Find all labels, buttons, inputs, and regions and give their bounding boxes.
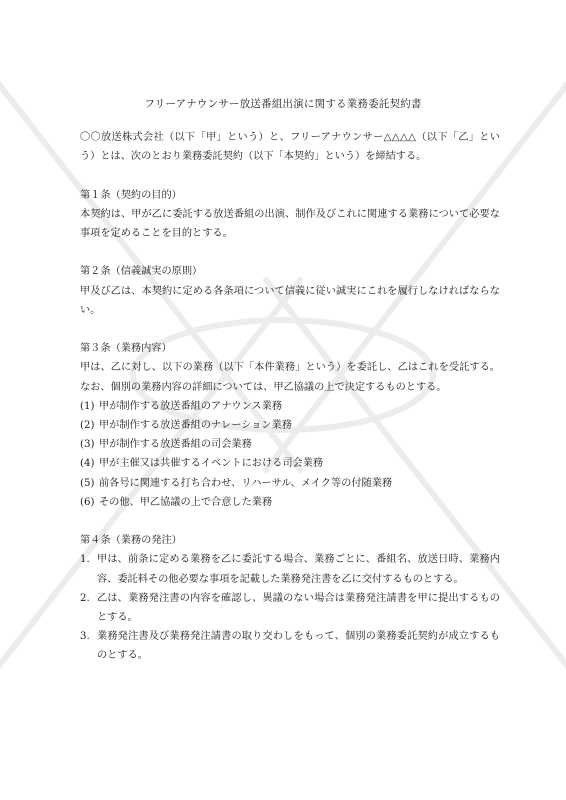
article-item-list: [80, 397, 500, 512]
list-item: [80, 397, 500, 416]
list-item: [80, 474, 500, 493]
article-heading: 第４条（業務の発注）: [80, 535, 182, 547]
list-item: [80, 435, 500, 454]
article-2: [80, 262, 500, 320]
list-text: 甲が制作する放送番組のアナウンス業務: [99, 400, 283, 412]
list-item: [80, 454, 500, 473]
list-item: [80, 550, 500, 588]
list-text: 甲は、前条に定める業務を乙に委託する場合、業務ごとに、番組名、放送日時、業務内容、委託料その他必要な事項を記載した業務発注書を乙に交付するものとする。: [97, 554, 500, 585]
list-item: [80, 493, 500, 512]
document-body: [80, 128, 500, 666]
list-text: 甲が制作する放送番組のナレーション業務: [99, 420, 292, 431]
list-text: 甲が主催又は共催するイベントにおける司会業務: [99, 458, 324, 470]
list-text: 乙は、業務発注書の内容を確認し、異議のない場合は業務発注請書を甲に提出するものとする。: [97, 592, 500, 624]
preamble: 〇〇放送株式会社（以下「甲」という）と、フリーアナウンサー△△△△（以下「乙」という）とは、次のとおり業務委託契約（以下「本契約」という）を締結する。: [80, 132, 500, 163]
article-body: 甲及び乙は、本契約に定める各条項について信義に従い誠実にこれを履行しなければならない。: [80, 285, 500, 316]
article-4: [80, 531, 500, 665]
list-text: 甲が制作する放送番組の司会業務: [99, 439, 252, 451]
list-marker: (3): [80, 439, 95, 451]
article-1: [80, 186, 500, 244]
list-marker: (1): [80, 400, 95, 412]
article-body: 甲は、乙に対し、以下の業務（以下「本件業務」という）を委託し、乙はこれを受託する。なお、個別の業務内容の詳細については、甲乙協議の上で決定するものとする。: [80, 362, 500, 393]
list-marker: (4): [80, 458, 95, 470]
list-text: 業務発注書及び業務発注請書の取り交わしをもって、個別の業務委託契約が成立するものとする。: [97, 631, 500, 662]
list-marker: 2.: [80, 592, 90, 604]
article-3: [80, 339, 500, 512]
list-text: 前各号に関連する打ち合わせ、リハーサル、メイク等の付随業務: [99, 477, 393, 489]
list-item: [80, 416, 500, 435]
list-marker: 1.: [80, 554, 90, 566]
article-heading: 第１条（契約の目的）: [80, 189, 182, 201]
list-marker: 3.: [80, 631, 90, 643]
list-item: [80, 589, 500, 627]
article-item-list: [80, 550, 500, 665]
list-marker: (6): [80, 496, 95, 508]
article-body: 本契約は、甲が乙に委託する放送番組の出演、制作及びこれに関連する業務について必要な事項を定めることを目的とする。: [80, 208, 500, 239]
article-heading: 第３条（業務内容）: [80, 343, 172, 355]
list-marker: (2): [80, 420, 95, 431]
list-marker: (5): [80, 477, 95, 489]
list-item: [80, 627, 500, 665]
article-heading: 第２条（信義誠実の原則）: [80, 266, 203, 278]
list-text: その他、甲乙協議の上で合意した業務: [99, 496, 273, 508]
document-title: フリーアナウンサー放送番組出演に関する業務委託契約書: [144, 98, 422, 110]
